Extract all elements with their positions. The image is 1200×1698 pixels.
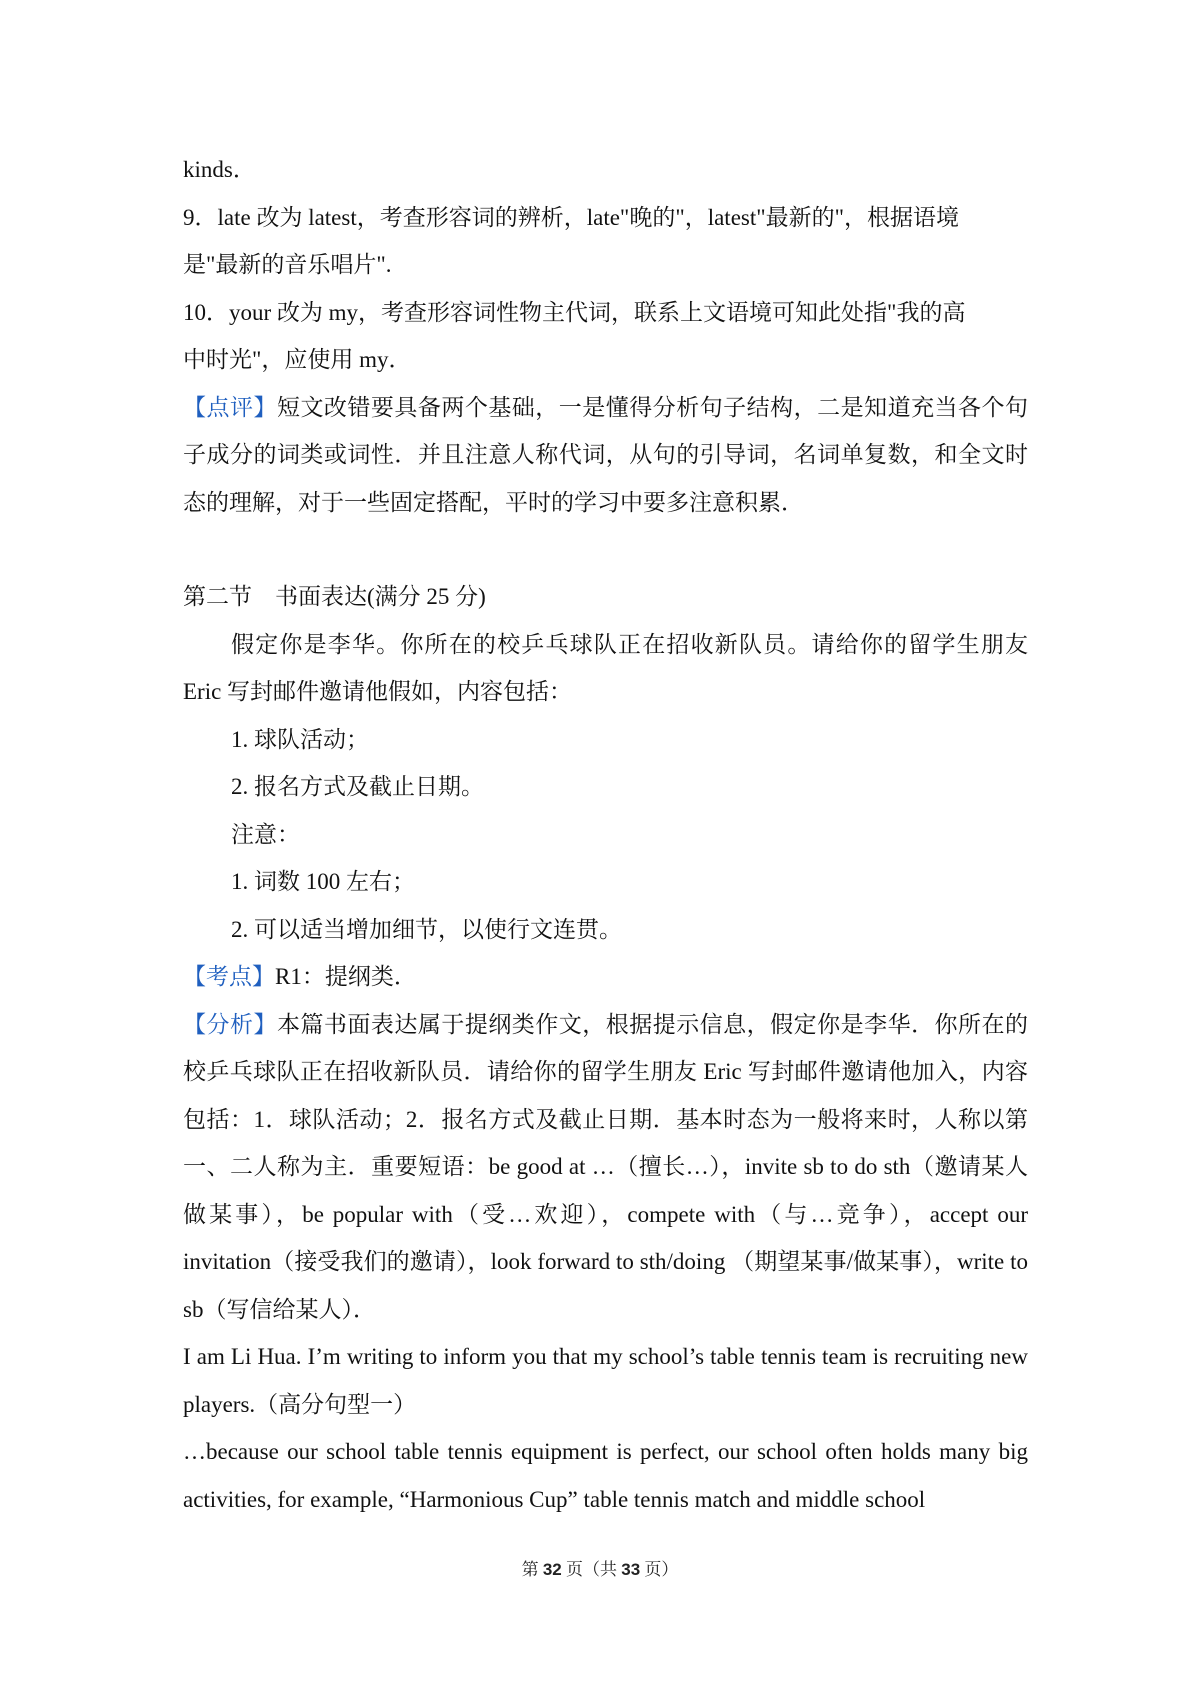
comment-tag: 【点评】 — [183, 394, 277, 420]
kaodian-paragraph — [183, 953, 1028, 1001]
comment-paragraph — [183, 384, 1028, 527]
answer-item-10-line-2: 中时光"，应使用 my． — [183, 347, 412, 372]
footer-page-number: 32 — [542, 1560, 562, 1579]
answer-item-9-line-1: 9．late 改为 latest，考查形容词的辨析，late"晚的"，latest"最新的"，根据语境 — [183, 204, 960, 230]
page-content — [183, 146, 1028, 1523]
footer-total-pages: 33 — [621, 1560, 641, 1579]
page-footer — [0, 1555, 1200, 1580]
footer-suffix: 页） — [640, 1560, 679, 1579]
comment-text: 短文改错要具备两个基础，一是懂得分析句子结构，二是知道充当各个句子成分的词类或词性．并且注意人称代词，从句的引导词，名词单复数，和全文时态的理解，对于一些固定搭配，平时的学习中要多注意积累． — [183, 394, 1029, 515]
footer-middle: 页（共 — [561, 1560, 622, 1579]
writing-prompt: 假定你是李华。你所在的校乒乓球队正在招收新队员。请给你的留学生朋友 Eric 写封邮件邀请他假如，内容包括： — [183, 631, 1028, 704]
section-heading: 第二节 书面表达(满分 25 分) — [183, 584, 486, 609]
kaodian-tag: 【考点】 — [183, 964, 275, 989]
note-2: 2. 可以适当增加细节，以使行文连贯。 — [231, 916, 622, 942]
essay-paragraph-2: …because our school table tennis equipment is perfect, our school often holds many big activities, for example, “Harmonious Cup” table tennis match and middle school — [183, 1439, 1028, 1512]
kaodian-text: R1：提纲类． — [275, 964, 417, 989]
note-1: 1. 词数 100 左右； — [231, 869, 415, 894]
answer-item-10-line-1: 10．your 改为 my，考查形容词性物主代词，联系上文语境可知此处指"我的高 — [183, 299, 966, 325]
fenxi-tag: 【分析】 — [183, 1011, 277, 1037]
footer-prefix: 第 — [521, 1560, 543, 1579]
note-label: 注意： — [231, 821, 300, 847]
fenxi-text: 本篇书面表达属于提纲类作文，根据提示信息，假定你是李华．你所在的校乒乓球队正在招收新队员．请给你的留学生朋友 Eric 写封邮件邀请他加入，内容包括：1．球队活动；2．报名方式及截止日期．基本时态为一般将来时，人称以第一、二人称为主．重要短语：be good at …（擅长…），invite sb to do sth（邀请某人做某事），be popular with（受…欢迎），compete with（与…竞争），accept our invitation（接受我们的邀请），look forward to sth/doing （期望某事/做某事），write to sb（写信给某人）． — [183, 1011, 1029, 1322]
section-gap — [183, 526, 1028, 573]
essay-paragraph-1: I am Li Hua. I’m writing to inform you that my school’s table tennis team is recruiting new players.（高分句型一） — [183, 1344, 1028, 1417]
answer-item-9-line-2: 是"最新的音乐唱片". — [183, 252, 392, 277]
prompt-point-1: 1. 球队活动； — [231, 726, 369, 752]
fenxi-paragraph — [183, 1001, 1028, 1334]
prompt-point-2: 2. 报名方式及截止日期。 — [231, 774, 484, 799]
answer-kinds-tail: kinds． — [183, 157, 256, 182]
